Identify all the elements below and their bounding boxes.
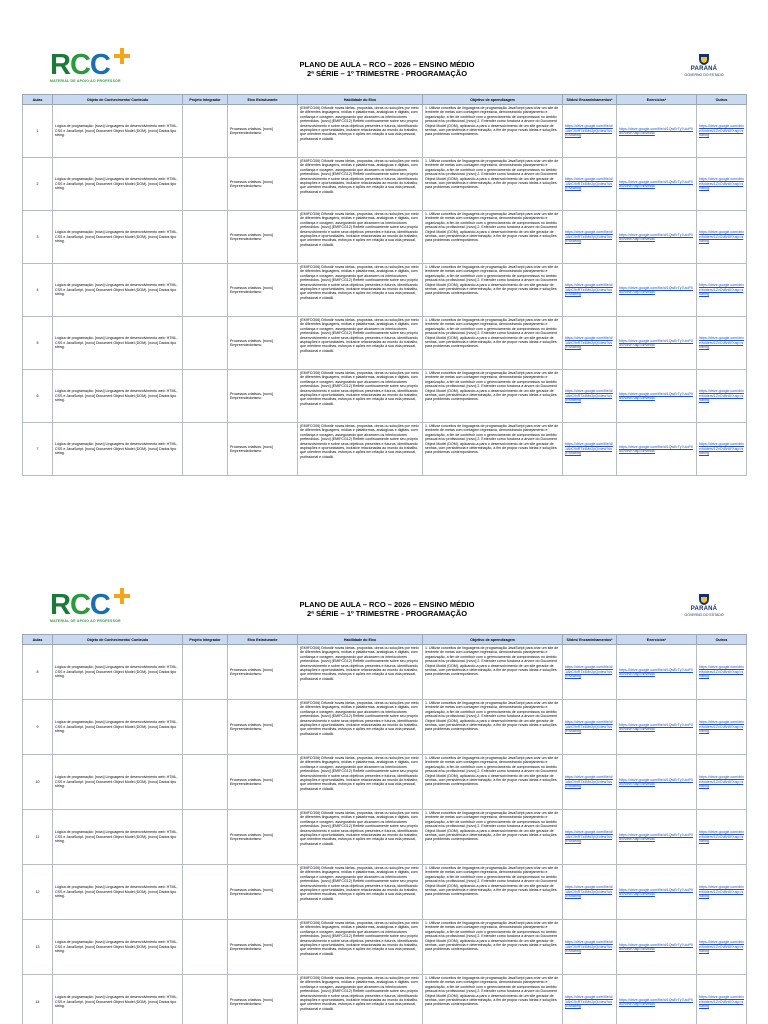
exer-link[interactable]: https://drive.google.com/file/d/1QwErTy7uIoP0aS/view?usp=drivesdk — [619, 338, 693, 347]
table-row — [23, 810, 747, 865]
exer-link[interactable]: https://drive.google.com/file/d/1QwErTy7uIoP0aS/view?usp=drivesdk — [619, 126, 693, 135]
eixo-cell: Processos criativos. [novo] Empreendedorismo — [228, 423, 298, 476]
conteudo-cell: Lógica de programação: [novo] Linguagens de desenvolvimento web: HTML, CSS e JavaScript. [novo] Document Object Model (DOM). [novo] Dados tipo string. — [53, 317, 183, 370]
eixo-cell: Processos criativos. [novo] Empreendedorismo — [228, 264, 298, 317]
outros-link[interactable]: https://drive.google.com/drive/folders/1ZxCvBnM?usp=sharing — [699, 389, 744, 403]
exer-link[interactable]: https://drive.google.com/file/d/1QwErTy7uIoP0aS/view?usp=drivesdk — [619, 444, 693, 453]
slide-cell — [563, 920, 617, 975]
lesson-number: 9 — [23, 700, 53, 755]
lesson-number: 3 — [23, 211, 53, 264]
table-row — [23, 105, 747, 158]
exer-cell — [617, 370, 697, 423]
projeto-cell — [183, 645, 228, 700]
eixo-cell: Processos criativos. [novo] Empreendedorismo — [228, 645, 298, 700]
slide-cell — [563, 700, 617, 755]
exer-cell — [617, 317, 697, 370]
slide-cell — [563, 370, 617, 423]
hab-cell: (EMIFCG06) Difundir novas ideias, propostas, obras ou soluções por meio de diferentes linguagens, mídias e plataformas, analógicas e digitais, com confiança e coragem, assegurando que alcancem os interlocutores pretendidos. [novo] (EMIFCG12) Refletir continuamente sobre seu próprio desenvolvimento e sobre seus objetivos presentes e futuros, identificando aspirações e oportunidades, inclusive relacionadas ao mundo do trabalho, que orientem escolhas, esforços e ações em relação à sua vida pessoal, profissional e cidadã. — [298, 865, 423, 920]
eixo-cell: Processos criativos. [novo] Empreendedorismo — [228, 211, 298, 264]
conteudo-cell: Lógica de programação: [novo] Linguagens de desenvolvimento web: HTML, CSS e JavaScript. [novo] Document Object Model (DOM). [novo] Dados tipo string. — [53, 975, 183, 1024]
outros-link[interactable]: https://drive.google.com/drive/folders/1ZxCvBnM?usp=sharing — [699, 124, 744, 138]
slide-link[interactable]: https://drive.google.com/file/d/1AbC9xRTz4Mn2pQ/view?usp=sharing — [565, 177, 613, 191]
table-row — [23, 645, 747, 700]
exer-link[interactable]: https://drive.google.com/file/d/1QwErTy7uIoP0aS/view?usp=drivesdk — [619, 232, 693, 241]
hab-cell: (EMIFCG06) Difundir novas ideias, propostas, obras ou soluções por meio de diferentes linguagens, mídias e plataformas, analógicas e digitais, com confiança e coragem, assegurando que alcancem os interlocutores pretendidos. [novo] (EMIFCG12) Refletir continuamente sobre seu próprio desenvolvimento e sobre seus objetivos presentes e futuros, identificando aspirações e oportunidades, inclusive relacionadas ao mundo do trabalho, que orientem escolhas, esforços e ações em relação à sua vida pessoal, profissional e cidadã. — [298, 211, 423, 264]
table-header-row — [23, 95, 747, 105]
obj-cell: 1. Utilizar conceitos de linguagens de programação JavaScript para criar um site de lembrete de metas com contagem regressiva, demonstrando planejamento e organização, a fim de contribuir com o gerenciamento de compromissos no âmbito pessoal e/ou profissional. [novo] 2. Entender como funciona a árvore do Document Object Model (DOM), aplicando-a para o desenvolvimento de um site gerador de senhas, com persistência e determinação, a fim de propor novas ideias e soluções para problemas contemporâneos. — [423, 755, 563, 810]
projeto-cell — [183, 370, 228, 423]
plus-icon — [114, 588, 130, 604]
slide-link[interactable]: https://drive.google.com/file/d/1AbC9xRTz4Mn2pQ/view?usp=sharing — [565, 940, 613, 954]
lesson-number: 11 — [23, 810, 53, 865]
outros-cell — [697, 755, 747, 810]
document-title: PLANO DE AULA – RCO – 2026 – ENSINO MÉDIO 2ª SÉRIE – 1º TRIMESTRE - PROGRAMAÇÃO — [299, 60, 475, 78]
outros-link[interactable]: https://drive.google.com/drive/folders/1ZxCvBnM?usp=sharing — [699, 940, 744, 954]
rco-logo: RCC MATERIAL DE APOIO AO PROFESSOR — [50, 50, 150, 88]
page-header — [22, 48, 746, 94]
obj-cell: 1. Utilizar conceitos de linguagens de programação JavaScript para criar um site de lembrete de metas com contagem regressiva, demonstrando planejamento e organização, a fim de contribuir com o gerenciamento de compromissos no âmbito pessoal e/ou profissional. [novo] 2. Entender como funciona a árvore do Document Object Model (DOM), aplicando-a para o desenvolvimento de um site gerador de senhas, com persistência e determinação, a fim de propor novas ideias e soluções para problemas contemporâneos. — [423, 370, 563, 423]
conteudo-cell: Lógica de programação: [novo] Linguagens de desenvolvimento web: HTML, CSS e JavaScript. [novo] Document Object Model (DOM). [novo] Dados tipo string. — [53, 920, 183, 975]
slide-cell — [563, 317, 617, 370]
eixo-cell: Processos criativos. [novo] Empreendedorismo — [228, 700, 298, 755]
outros-cell — [697, 423, 747, 476]
column-header: Objetivo de aprendizagem — [423, 95, 563, 105]
column-header: Exercícios* — [617, 95, 697, 105]
hab-cell: (EMIFCG06) Difundir novas ideias, propostas, obras ou soluções por meio de diferentes linguagens, mídias e plataformas, analógicas e digitais, com confiança e coragem, assegurando que alcancem os interlocutores pretendidos. [novo] (EMIFCG12) Refletir continuamente sobre seu próprio desenvolvimento e sobre seus objetivos presentes e futuros, identificando aspirações e oportunidades, inclusive relacionadas ao mundo do trabalho, que orientem escolhas, esforços e ações em relação à sua vida pessoal, profissional e cidadã. — [298, 810, 423, 865]
lesson-number: 14 — [23, 975, 53, 1024]
exer-link[interactable]: https://drive.google.com/file/d/1QwErTy7uIoP0aS/view?usp=drivesdk — [619, 832, 693, 841]
exer-cell — [617, 105, 697, 158]
exer-cell — [617, 264, 697, 317]
conteudo-cell: Lógica de programação: [novo] Linguagens de desenvolvimento web: HTML, CSS e JavaScript. [novo] Document Object Model (DOM). [novo] Dados tipo string. — [53, 645, 183, 700]
hab-cell: (EMIFCG06) Difundir novas ideias, propostas, obras ou soluções por meio de diferentes linguagens, mídias e plataformas, analógicas e digitais, com confiança e coragem, assegurando que alcancem os interlocutores pretendidos. [novo] (EMIFCG12) Refletir continuamente sobre seu próprio desenvolvimento e sobre seus objetivos presentes e futuros, identificando aspirações e oportunidades, inclusive relacionadas ao mundo do trabalho, que orientem escolhas, esforços e ações em relação à sua vida pessoal, profissional e cidadã. — [298, 645, 423, 700]
column-header: Habilidade do Eixo — [298, 95, 423, 105]
outros-cell — [697, 975, 747, 1024]
column-header: Aulas — [23, 95, 53, 105]
lesson-number: 5 — [23, 317, 53, 370]
projeto-cell — [183, 975, 228, 1024]
eixo-cell: Processos criativos. [novo] Empreendedorismo — [228, 920, 298, 975]
slide-cell — [563, 264, 617, 317]
outros-cell — [697, 865, 747, 920]
outros-cell — [697, 264, 747, 317]
projeto-cell — [183, 158, 228, 211]
outros-link[interactable]: https://drive.google.com/drive/folders/1ZxCvBnM?usp=sharing — [699, 775, 744, 789]
eixo-cell: Processos criativos. [novo] Empreendedorismo — [228, 370, 298, 423]
table-row — [23, 755, 747, 810]
exer-link[interactable]: https://drive.google.com/file/d/1QwErTy7uIoP0aS/view?usp=drivesdk — [619, 942, 693, 951]
column-header: Eixo Estruturante — [228, 635, 298, 645]
slide-cell — [563, 810, 617, 865]
slide-cell — [563, 105, 617, 158]
slide-link[interactable]: https://drive.google.com/file/d/1AbC9xRTz4Mn2pQ/view?usp=sharing — [565, 124, 613, 138]
obj-cell: 1. Utilizar conceitos de linguagens de programação JavaScript para criar um site de lembrete de metas com contagem regressiva, demonstrando planejamento e organização, a fim de contribuir com o gerenciamento de compromissos no âmbito pessoal e/ou profissional. [novo] 2. Entender como funciona a árvore do Document Object Model (DOM), aplicando-a para o desenvolvimento de um site gerador de senhas, com persistência e determinação, a fim de propor novas ideias e soluções para problemas contemporâneos. — [423, 105, 563, 158]
exer-cell — [617, 423, 697, 476]
obj-cell: 1. Utilizar conceitos de linguagens de programação JavaScript para criar um site de lembrete de metas com contagem regressiva, demonstrando planejamento e organização, a fim de contribuir com o gerenciamento de compromissos no âmbito pessoal e/ou profissional. [novo] 2. Entender como funciona a árvore do Document Object Model (DOM), aplicando-a para o desenvolvimento de um site gerador de senhas, com persistência e determinação, a fim de propor novas ideias e soluções para problemas contemporâneos. — [423, 700, 563, 755]
slide-link[interactable]: https://drive.google.com/file/d/1AbC9xRTz4Mn2pQ/view?usp=sharing — [565, 230, 613, 244]
projeto-cell — [183, 700, 228, 755]
exer-cell — [617, 865, 697, 920]
eixo-cell: Processos criativos. [novo] Empreendedorismo — [228, 755, 298, 810]
projeto-cell — [183, 211, 228, 264]
conteudo-cell: Lógica de programação: [novo] Linguagens de desenvolvimento web: HTML, CSS e JavaScript. [novo] Document Object Model (DOM). [novo] Dados tipo string. — [53, 264, 183, 317]
slide-link[interactable]: https://drive.google.com/file/d/1AbC9xRTz4Mn2pQ/view?usp=sharing — [565, 995, 613, 1009]
projeto-cell — [183, 105, 228, 158]
eixo-cell: Processos criativos. [novo] Empreendedorismo — [228, 810, 298, 865]
document-title: PLANO DE AULA – RCO – 2026 – ENSINO MÉDIO 2ª SÉRIE – 1º TRIMESTRE - PROGRAMAÇÃO — [299, 600, 475, 618]
slide-link[interactable]: https://drive.google.com/file/d/1AbC9xRTz4Mn2pQ/view?usp=sharing — [565, 830, 613, 844]
projeto-cell — [183, 810, 228, 865]
obj-cell: 1. Utilizar conceitos de linguagens de programação JavaScript para criar um site de lembrete de metas com contagem regressiva, demonstrando planejamento e organização, a fim de contribuir com o gerenciamento de compromissos no âmbito pessoal e/ou profissional. [novo] 2. Entender como funciona a árvore do Document Object Model (DOM), aplicando-a para o desenvolvimento de um site gerador de senhas, com persistência e determinação, a fim de propor novas ideias e soluções para problemas contemporâneos. — [423, 317, 563, 370]
outros-link[interactable]: https://drive.google.com/drive/folders/1ZxCvBnM?usp=sharing — [699, 177, 744, 191]
table-row — [23, 865, 747, 920]
outros-link[interactable]: https://drive.google.com/drive/folders/1ZxCvBnM?usp=sharing — [699, 283, 744, 297]
table-row — [23, 370, 747, 423]
slide-link[interactable]: https://drive.google.com/file/d/1AbC9xRTz4Mn2pQ/view?usp=sharing — [565, 665, 613, 679]
obj-cell: 1. Utilizar conceitos de linguagens de programação JavaScript para criar um site de lembrete de metas com contagem regressiva, demonstrando planejamento e organização, a fim de contribuir com o gerenciamento de compromissos no âmbito pessoal e/ou profissional. [novo] 2. Entender como funciona a árvore do Document Object Model (DOM), aplicando-a para o desenvolvimento de um site gerador de senhas, com persistência e determinação, a fim de propor novas ideias e soluções para problemas contemporâneos. — [423, 645, 563, 700]
obj-cell: 1. Utilizar conceitos de linguagens de programação JavaScript para criar um site de lembrete de metas com contagem regressiva, demonstrando planejamento e organização, a fim de contribuir com o gerenciamento de compromissos no âmbito pessoal e/ou profissional. [novo] 2. Entender como funciona a árvore do Document Object Model (DOM), aplicando-a para o desenvolvimento de um site gerador de senhas, com persistência e determinação, a fim de propor novas ideias e soluções para problemas contemporâneos. — [423, 158, 563, 211]
table-row — [23, 158, 747, 211]
hab-cell: (EMIFCG06) Difundir novas ideias, propostas, obras ou soluções por meio de diferentes linguagens, mídias e plataformas, analógicas e digitais, com confiança e coragem, assegurando que alcancem os interlocutores pretendidos. [novo] (EMIFCG12) Refletir continuamente sobre seu próprio desenvolvimento e sobre seus objetivos presentes e futuros, identificando aspirações e oportunidades, inclusive relacionadas ao mundo do trabalho, que orientem escolhas, esforços e ações em relação à sua vida pessoal, profissional e cidadã. — [298, 264, 423, 317]
conteudo-cell: Lógica de programação: [novo] Linguagens de desenvolvimento web: HTML, CSS e JavaScript. [novo] Document Object Model (DOM). [novo] Dados tipo string. — [53, 158, 183, 211]
table-row — [23, 264, 747, 317]
outros-cell — [697, 700, 747, 755]
page-header — [22, 588, 746, 634]
slide-link[interactable]: https://drive.google.com/file/d/1AbC9xRTz4Mn2pQ/view?usp=sharing — [565, 389, 613, 403]
slide-link[interactable]: https://drive.google.com/file/d/1AbC9xRTz4Mn2pQ/view?usp=sharing — [565, 336, 613, 350]
lesson-number: 1 — [23, 105, 53, 158]
table-row — [23, 317, 747, 370]
slide-cell — [563, 423, 617, 476]
obj-cell: 1. Utilizar conceitos de linguagens de programação JavaScript para criar um site de lembrete de metas com contagem regressiva, demonstrando planejamento e organização, a fim de contribuir com o gerenciamento de compromissos no âmbito pessoal e/ou profissional. [novo] 2. Entender como funciona a árvore do Document Object Model (DOM), aplicando-a para o desenvolvimento de um site gerador de senhas, com persistência e determinação, a fim de propor novas ideias e soluções para problemas contemporâneos. — [423, 264, 563, 317]
conteudo-cell: Lógica de programação: [novo] Linguagens de desenvolvimento web: HTML, CSS e JavaScript. [novo] Document Object Model (DOM). [novo] Dados tipo string. — [53, 700, 183, 755]
outros-link[interactable]: https://drive.google.com/drive/folders/1ZxCvBnM?usp=sharing — [699, 885, 744, 899]
slide-cell — [563, 865, 617, 920]
conteudo-cell: Lógica de programação: [novo] Linguagens de desenvolvimento web: HTML, CSS e JavaScript. [novo] Document Object Model (DOM). [novo] Dados tipo string. — [53, 370, 183, 423]
projeto-cell — [183, 920, 228, 975]
exer-link[interactable]: https://drive.google.com/file/d/1QwErTy7uIoP0aS/view?usp=drivesdk — [619, 391, 693, 400]
outros-cell — [697, 158, 747, 211]
pdf-page-2 — [22, 588, 746, 1024]
slide-link[interactable]: https://drive.google.com/file/d/1AbC9xRTz4Mn2pQ/view?usp=sharing — [565, 885, 613, 899]
exer-cell — [617, 211, 697, 264]
hab-cell: (EMIFCG06) Difundir novas ideias, propostas, obras ou soluções por meio de diferentes linguagens, mídias e plataformas, analógicas e digitais, com confiança e coragem, assegurando que alcancem os interlocutores pretendidos. [novo] (EMIFCG12) Refletir continuamente sobre seu próprio desenvolvimento e sobre seus objetivos presentes e futuros, identificando aspirações e oportunidades, inclusive relacionadas ao mundo do trabalho, que orientem escolhas, esforços e ações em relação à sua vida pessoal, profissional e cidadã. — [298, 158, 423, 211]
table-row — [23, 423, 747, 476]
parana-seal: PARANÁ GOVERNO DO ESTADO — [682, 52, 726, 92]
outros-cell — [697, 810, 747, 865]
coat-of-arms-icon — [697, 52, 711, 66]
table-header-row — [23, 635, 747, 645]
exer-cell — [617, 810, 697, 865]
projeto-cell — [183, 865, 228, 920]
column-header: Outros — [697, 635, 747, 645]
obj-cell: 1. Utilizar conceitos de linguagens de programação JavaScript para criar um site de lembrete de metas com contagem regressiva, demonstrando planejamento e organização, a fim de contribuir com o gerenciamento de compromissos no âmbito pessoal e/ou profissional. [novo] 2. Entender como funciona a árvore do Document Object Model (DOM), aplicando-a para o desenvolvimento de um site gerador de senhas, com persistência e determinação, a fim de propor novas ideias e soluções para problemas contemporâneos. — [423, 975, 563, 1024]
exer-link[interactable]: https://drive.google.com/file/d/1QwErTy7uIoP0aS/view?usp=drivesdk — [619, 887, 693, 896]
plus-icon — [114, 48, 130, 64]
hab-cell: (EMIFCG06) Difundir novas ideias, propostas, obras ou soluções por meio de diferentes linguagens, mídias e plataformas, analógicas e digitais, com confiança e coragem, assegurando que alcancem os interlocutores pretendidos. [novo] (EMIFCG12) Refletir continuamente sobre seu próprio desenvolvimento e sobre seus objetivos presentes e futuros, identificando aspirações e oportunidades, inclusive relacionadas ao mundo do trabalho, que orientem escolhas, esforços e ações em relação à sua vida pessoal, profissional e cidadã. — [298, 755, 423, 810]
outros-cell — [697, 211, 747, 264]
lesson-number: 13 — [23, 920, 53, 975]
lesson-number: 2 — [23, 158, 53, 211]
conteudo-cell: Lógica de programação: [novo] Linguagens de desenvolvimento web: HTML, CSS e JavaScript. [novo] Document Object Model (DOM). [novo] Dados tipo string. — [53, 211, 183, 264]
lesson-plan-table — [22, 634, 747, 1024]
lesson-number: 7 — [23, 423, 53, 476]
slide-link[interactable]: https://drive.google.com/file/d/1AbC9xRTz4Mn2pQ/view?usp=sharing — [565, 442, 613, 456]
projeto-cell — [183, 264, 228, 317]
hab-cell: (EMIFCG06) Difundir novas ideias, propostas, obras ou soluções por meio de diferentes linguagens, mídias e plataformas, analógicas e digitais, com confiança e coragem, assegurando que alcancem os interlocutores pretendidos. [novo] (EMIFCG12) Refletir continuamente sobre seu próprio desenvolvimento e sobre seus objetivos presentes e futuros, identificando aspirações e oportunidades, inclusive relacionadas ao mundo do trabalho, que orientem escolhas, esforços e ações em relação à sua vida pessoal, profissional e cidadã. — [298, 370, 423, 423]
exer-link[interactable]: https://drive.google.com/file/d/1QwErTy7uIoP0aS/view?usp=drivesdk — [619, 179, 693, 188]
outros-link[interactable]: https://drive.google.com/drive/folders/1ZxCvBnM?usp=sharing — [699, 720, 744, 734]
pdf-page-1 — [22, 48, 746, 472]
projeto-cell — [183, 423, 228, 476]
column-header: Objeto de Conhecimento/ Conteúdo — [53, 95, 183, 105]
table-row — [23, 975, 747, 1024]
conteudo-cell: Lógica de programação: [novo] Linguagens de desenvolvimento web: HTML, CSS e JavaScript. [novo] Document Object Model (DOM). [novo] Dados tipo string. — [53, 810, 183, 865]
outros-link[interactable]: https://drive.google.com/drive/folders/1ZxCvBnM?usp=sharing — [699, 336, 744, 350]
column-header: Exercícios* — [617, 635, 697, 645]
exer-link[interactable]: https://drive.google.com/file/d/1QwErTy7uIoP0aS/view?usp=drivesdk — [619, 722, 693, 731]
exer-cell — [617, 645, 697, 700]
exer-cell — [617, 700, 697, 755]
obj-cell: 1. Utilizar conceitos de linguagens de programação JavaScript para criar um site de lembrete de metas com contagem regressiva, demonstrando planejamento e organização, a fim de contribuir com o gerenciamento de compromissos no âmbito pessoal e/ou profissional. [novo] 2. Entender como funciona a árvore do Document Object Model (DOM), aplicando-a para o desenvolvimento de um site gerador de senhas, com persistência e determinação, a fim de propor novas ideias e soluções para problemas contemporâneos. — [423, 423, 563, 476]
lesson-number: 10 — [23, 755, 53, 810]
outros-cell — [697, 920, 747, 975]
slide-link[interactable]: https://drive.google.com/file/d/1AbC9xRTz4Mn2pQ/view?usp=sharing — [565, 283, 613, 297]
column-header: Projeto Integrador — [183, 95, 228, 105]
coat-of-arms-icon — [697, 592, 711, 606]
obj-cell: 1. Utilizar conceitos de linguagens de programação JavaScript para criar um site de lembrete de metas com contagem regressiva, demonstrando planejamento e organização, a fim de contribuir com o gerenciamento de compromissos no âmbito pessoal e/ou profissional. [novo] 2. Entender como funciona a árvore do Document Object Model (DOM), aplicando-a para o desenvolvimento de um site gerador de senhas, com persistência e determinação, a fim de propor novas ideias e soluções para problemas contemporâneos. — [423, 920, 563, 975]
exer-cell — [617, 755, 697, 810]
column-header: Objeto de Conhecimento/ Conteúdo — [53, 635, 183, 645]
column-header: Projeto Integrador — [183, 635, 228, 645]
rco-logo: RCC MATERIAL DE APOIO AO PROFESSOR — [50, 590, 150, 628]
slide-cell — [563, 755, 617, 810]
exer-link[interactable]: https://drive.google.com/file/d/1QwErTy7uIoP0aS/view?usp=drivesdk — [619, 667, 693, 676]
hab-cell: (EMIFCG06) Difundir novas ideias, propostas, obras ou soluções por meio de diferentes linguagens, mídias e plataformas, analógicas e digitais, com confiança e coragem, assegurando que alcancem os interlocutores pretendidos. [novo] (EMIFCG12) Refletir continuamente sobre seu próprio desenvolvimento e sobre seus objetivos presentes e futuros, identificando aspirações e oportunidades, inclusive relacionadas ao mundo do trabalho, que orientem escolhas, esforços e ações em relação à sua vida pessoal, profissional e cidadã. — [298, 700, 423, 755]
outros-link[interactable]: https://drive.google.com/drive/folders/1ZxCvBnM?usp=sharing — [699, 995, 744, 1009]
column-header: Aulas — [23, 635, 53, 645]
column-header: Outros — [697, 95, 747, 105]
outros-link[interactable]: https://drive.google.com/drive/folders/1ZxCvBnM?usp=sharing — [699, 442, 744, 456]
slide-cell — [563, 158, 617, 211]
table-row — [23, 700, 747, 755]
outros-link[interactable]: https://drive.google.com/drive/folders/1ZxCvBnM?usp=sharing — [699, 230, 744, 244]
lesson-plan-table — [22, 94, 747, 476]
exer-cell — [617, 975, 697, 1024]
conteudo-cell: Lógica de programação: [novo] Linguagens de desenvolvimento web: HTML, CSS e JavaScript. [novo] Document Object Model (DOM). [novo] Dados tipo string. — [53, 423, 183, 476]
slide-link[interactable]: https://drive.google.com/file/d/1AbC9xRTz4Mn2pQ/view?usp=sharing — [565, 775, 613, 789]
projeto-cell — [183, 755, 228, 810]
lesson-number: 8 — [23, 645, 53, 700]
outros-cell — [697, 317, 747, 370]
hab-cell: (EMIFCG06) Difundir novas ideias, propostas, obras ou soluções por meio de diferentes linguagens, mídias e plataformas, analógicas e digitais, com confiança e coragem, assegurando que alcancem os interlocutores pretendidos. [novo] (EMIFCG12) Refletir continuamente sobre seu próprio desenvolvimento e sobre seus objetivos presentes e futuros, identificando aspirações e oportunidades, inclusive relacionadas ao mundo do trabalho, que orientem escolhas, esforços e ações em relação à sua vida pessoal, profissional e cidadã. — [298, 423, 423, 476]
slide-cell — [563, 975, 617, 1024]
column-header: Slides/ Encaminhamentos* — [563, 635, 617, 645]
slide-link[interactable]: https://drive.google.com/file/d/1AbC9xRTz4Mn2pQ/view?usp=sharing — [565, 720, 613, 734]
conteudo-cell: Lógica de programação: [novo] Linguagens de desenvolvimento web: HTML, CSS e JavaScript. [novo] Document Object Model (DOM). [novo] Dados tipo string. — [53, 755, 183, 810]
hab-cell: (EMIFCG06) Difundir novas ideias, propostas, obras ou soluções por meio de diferentes linguagens, mídias e plataformas, analógicas e digitais, com confiança e coragem, assegurando que alcancem os interlocutores pretendidos. [novo] (EMIFCG12) Refletir continuamente sobre seu próprio desenvolvimento e sobre seus objetivos presentes e futuros, identificando aspirações e oportunidades, inclusive relacionadas ao mundo do trabalho, que orientem escolhas, esforços e ações em relação à sua vida pessoal, profissional e cidadã. — [298, 105, 423, 158]
outros-cell — [697, 645, 747, 700]
exer-cell — [617, 920, 697, 975]
column-header: Habilidade do Eixo — [298, 635, 423, 645]
eixo-cell: Processos criativos. [novo] Empreendedorismo — [228, 865, 298, 920]
hab-cell: (EMIFCG06) Difundir novas ideias, propostas, obras ou soluções por meio de diferentes linguagens, mídias e plataformas, analógicas e digitais, com confiança e coragem, assegurando que alcancem os interlocutores pretendidos. [novo] (EMIFCG12) Refletir continuamente sobre seu próprio desenvolvimento e sobre seus objetivos presentes e futuros, identificando aspirações e oportunidades, inclusive relacionadas ao mundo do trabalho, que orientem escolhas, esforços e ações em relação à sua vida pessoal, profissional e cidadã. — [298, 975, 423, 1024]
eixo-cell: Processos criativos. [novo] Empreendedorismo — [228, 317, 298, 370]
eixo-cell: Processos criativos. [novo] Empreendedorismo — [228, 105, 298, 158]
lesson-number: 6 — [23, 370, 53, 423]
table-row — [23, 920, 747, 975]
eixo-cell: Processos criativos. [novo] Empreendedorismo — [228, 158, 298, 211]
conteudo-cell: Lógica de programação: [novo] Linguagens de desenvolvimento web: HTML, CSS e JavaScript. [novo] Document Object Model (DOM). [novo] Dados tipo string. — [53, 105, 183, 158]
outros-link[interactable]: https://drive.google.com/drive/folders/1ZxCvBnM?usp=sharing — [699, 665, 744, 679]
outros-cell — [697, 370, 747, 423]
exer-link[interactable]: https://drive.google.com/file/d/1QwErTy7uIoP0aS/view?usp=drivesdk — [619, 777, 693, 786]
slide-cell — [563, 211, 617, 264]
eixo-cell: Processos criativos. [novo] Empreendedorismo — [228, 975, 298, 1024]
lesson-number: 12 — [23, 865, 53, 920]
hab-cell: (EMIFCG06) Difundir novas ideias, propostas, obras ou soluções por meio de diferentes linguagens, mídias e plataformas, analógicas e digitais, com confiança e coragem, assegurando que alcancem os interlocutores pretendidos. [novo] (EMIFCG12) Refletir continuamente sobre seu próprio desenvolvimento e sobre seus objetivos presentes e futuros, identificando aspirações e oportunidades, inclusive relacionadas ao mundo do trabalho, que orientem escolhas, esforços e ações em relação à sua vida pessoal, profissional e cidadã. — [298, 920, 423, 975]
outros-link[interactable]: https://drive.google.com/drive/folders/1ZxCvBnM?usp=sharing — [699, 830, 744, 844]
obj-cell: 1. Utilizar conceitos de linguagens de programação JavaScript para criar um site de lembrete de metas com contagem regressiva, demonstrando planejamento e organização, a fim de contribuir com o gerenciamento de compromissos no âmbito pessoal e/ou profissional. [novo] 2. Entender como funciona a árvore do Document Object Model (DOM), aplicando-a para o desenvolvimento de um site gerador de senhas, com persistência e determinação, a fim de propor novas ideias e soluções para problemas contemporâneos. — [423, 810, 563, 865]
conteudo-cell: Lógica de programação: [novo] Linguagens de desenvolvimento web: HTML, CSS e JavaScript. [novo] Document Object Model (DOM). [novo] Dados tipo string. — [53, 865, 183, 920]
hab-cell: (EMIFCG06) Difundir novas ideias, propostas, obras ou soluções por meio de diferentes linguagens, mídias e plataformas, analógicas e digitais, com confiança e coragem, assegurando que alcancem os interlocutores pretendidos. [novo] (EMIFCG12) Refletir continuamente sobre seu próprio desenvolvimento e sobre seus objetivos presentes e futuros, identificando aspirações e oportunidades, inclusive relacionadas ao mundo do trabalho, que orientem escolhas, esforços e ações em relação à sua vida pessoal, profissional e cidadã. — [298, 317, 423, 370]
column-header: Slides/ Encaminhamentos* — [563, 95, 617, 105]
obj-cell: 1. Utilizar conceitos de linguagens de programação JavaScript para criar um site de lembrete de metas com contagem regressiva, demonstrando planejamento e organização, a fim de contribuir com o gerenciamento de compromissos no âmbito pessoal e/ou profissional. [novo] 2. Entender como funciona a árvore do Document Object Model (DOM), aplicando-a para o desenvolvimento de um site gerador de senhas, com persistência e determinação, a fim de propor novas ideias e soluções para problemas contemporâneos. — [423, 211, 563, 264]
projeto-cell — [183, 317, 228, 370]
exer-link[interactable]: https://drive.google.com/file/d/1QwErTy7uIoP0aS/view?usp=drivesdk — [619, 285, 693, 294]
exer-cell — [617, 158, 697, 211]
parana-seal: PARANÁ GOVERNO DO ESTADO — [682, 592, 726, 632]
lesson-number: 4 — [23, 264, 53, 317]
exer-link[interactable]: https://drive.google.com/file/d/1QwErTy7uIoP0aS/view?usp=drivesdk — [619, 997, 693, 1006]
table-row — [23, 211, 747, 264]
outros-cell — [697, 105, 747, 158]
column-header: Objetivo de aprendizagem — [423, 635, 563, 645]
obj-cell: 1. Utilizar conceitos de linguagens de programação JavaScript para criar um site de lembrete de metas com contagem regressiva, demonstrando planejamento e organização, a fim de contribuir com o gerenciamento de compromissos no âmbito pessoal e/ou profissional. [novo] 2. Entender como funciona a árvore do Document Object Model (DOM), aplicando-a para o desenvolvimento de um site gerador de senhas, com persistência e determinação, a fim de propor novas ideias e soluções para problemas contemporâneos. — [423, 865, 563, 920]
slide-cell — [563, 645, 617, 700]
column-header: Eixo Estruturante — [228, 95, 298, 105]
